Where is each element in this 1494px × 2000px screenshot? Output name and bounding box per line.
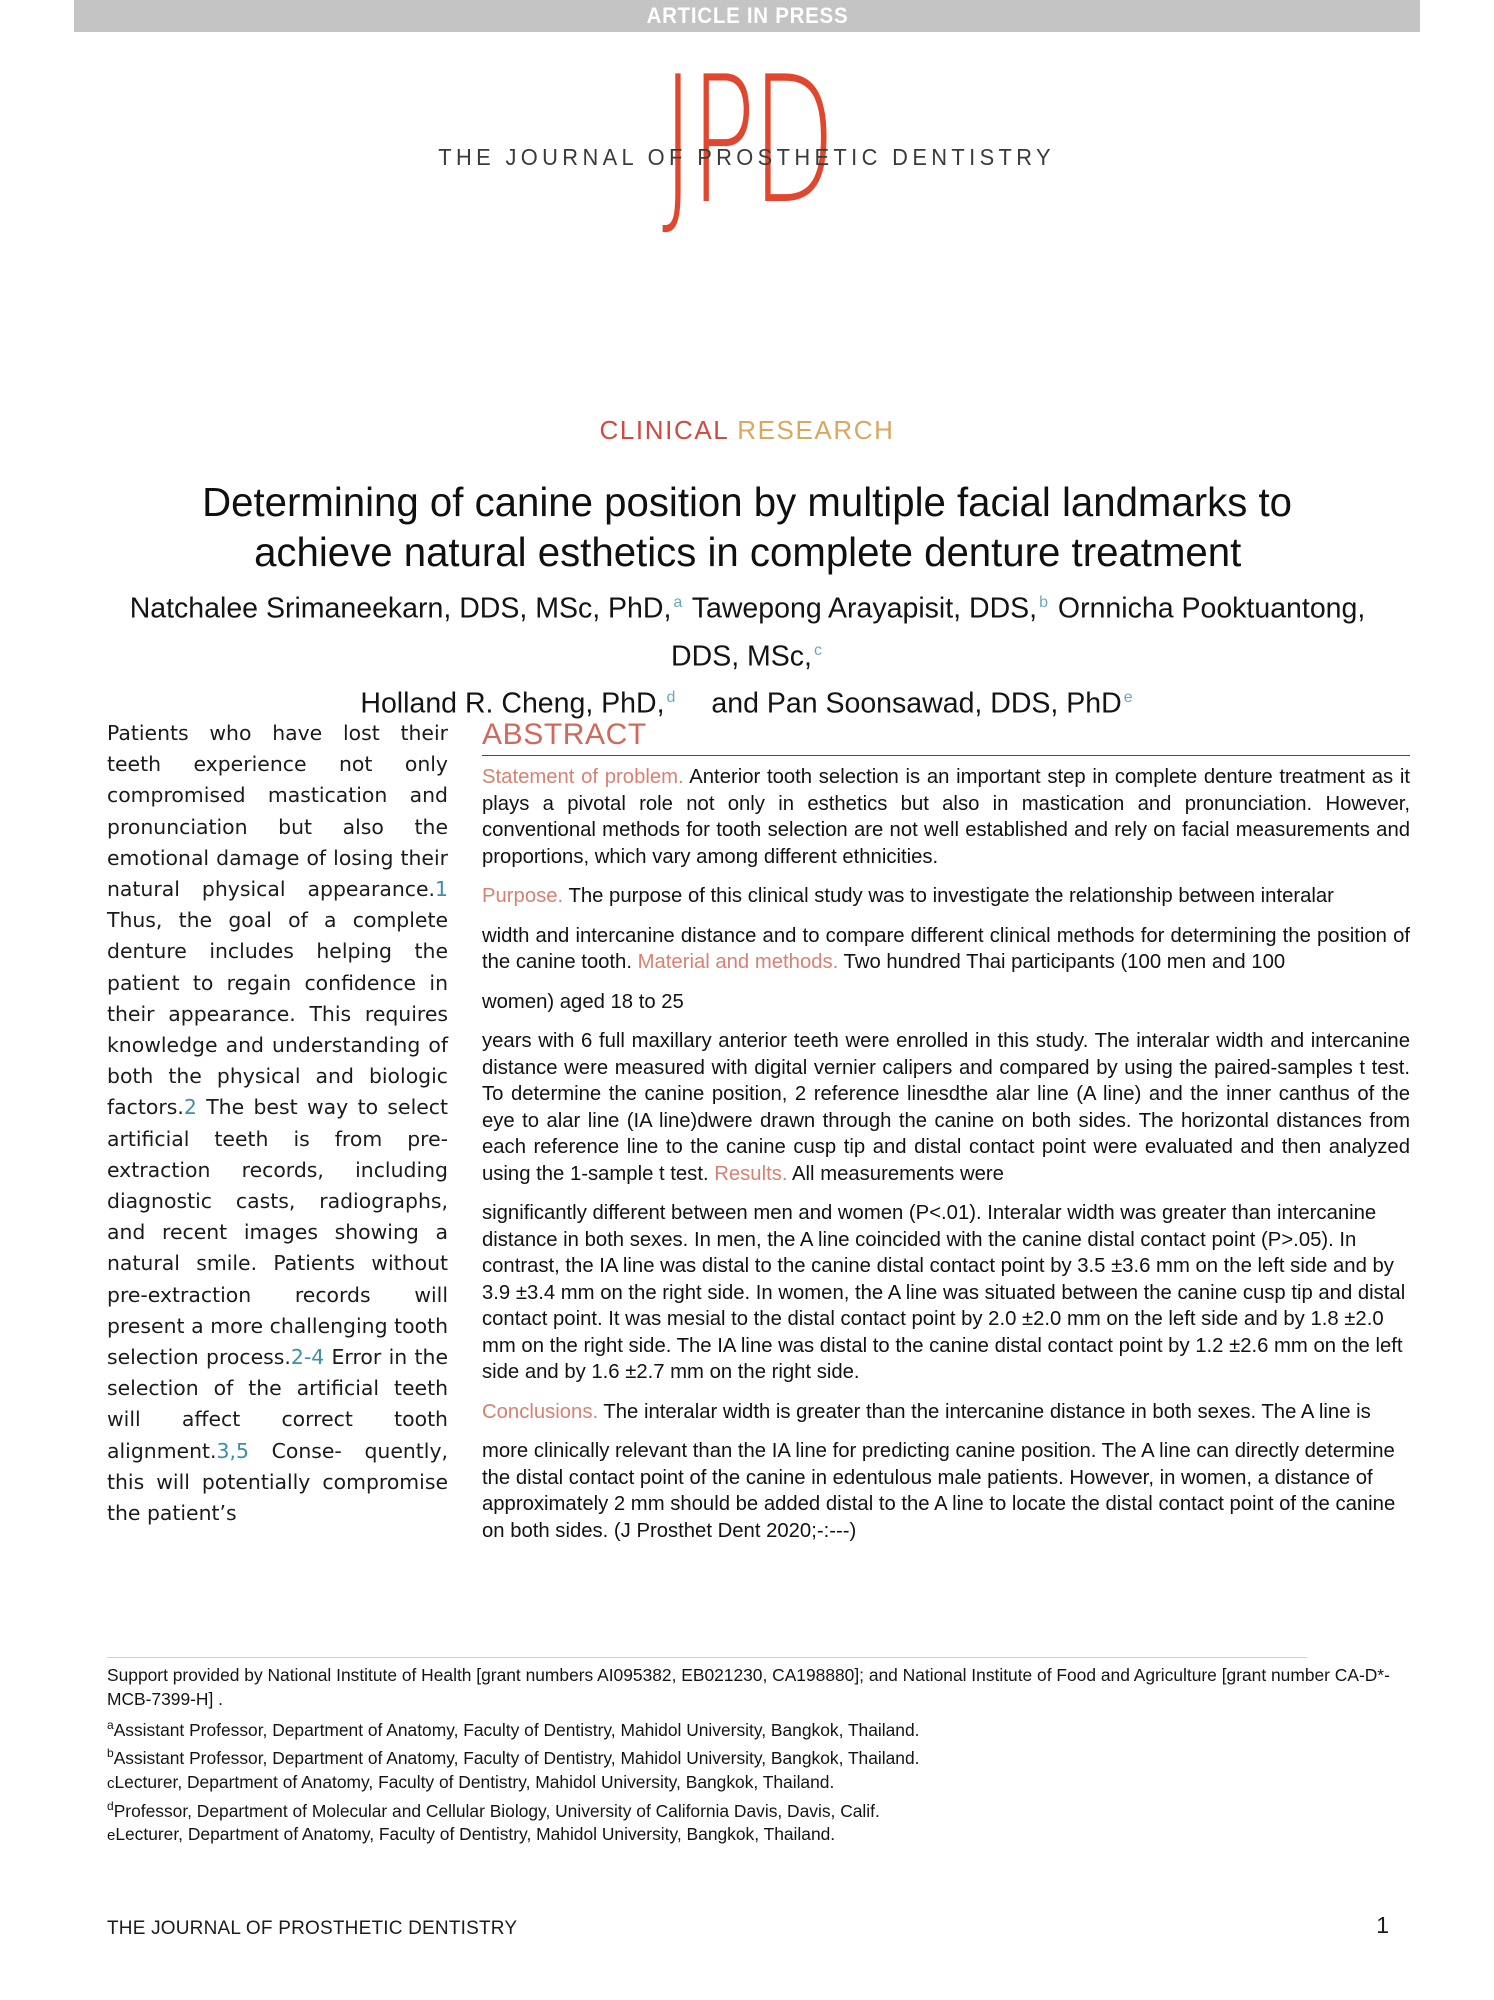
- abstract-heading: ABSTRACT: [482, 718, 647, 751]
- author-line-2-part-2: and Pan Soonsawad, DDS, PhD: [711, 687, 1122, 720]
- footnotes-block: [107, 1664, 1412, 1848]
- page-number: 1: [1376, 1912, 1389, 1938]
- footnote-text-a: Assistant Professor, Department of Anatomy, Faculty of Dentistry, Mahidol University, Bangkok, Thailand.: [113, 1719, 920, 1740]
- jpd-logo-glyphs: JPD: [662, 40, 832, 243]
- footnote-item-c: [107, 1771, 1412, 1796]
- abstract-column: [482, 718, 1410, 1557]
- abstract-divider: [482, 755, 1410, 756]
- citation-ref-1[interactable]: 1: [435, 877, 448, 902]
- intro-text-a: Patients who have lost their teeth experience not only compromised mastication and pronunciation but also the emotional damage of losing their natural physical appearance.: [107, 721, 448, 902]
- footnote-text-e: Lecturer, Department of Anatomy, Faculty of Dentistry, Mahidol University, Bangkok, Thailand.: [115, 1824, 836, 1845]
- citation-ref-2[interactable]: 2: [183, 1095, 197, 1120]
- author-affiliation-marker-c: c: [813, 641, 822, 659]
- abstract-label-purpose: Purpose.: [482, 885, 564, 907]
- abstract-methods-intro: [482, 923, 1410, 976]
- citation-ref-3-5[interactable]: 3,5: [216, 1438, 249, 1463]
- abstract-label-statement-of-problem: Statement of problem.: [482, 766, 684, 788]
- footnote-text-c: Lecturer, Department of Anatomy, Faculty of Dentistry, Mahidol University, Bangkok, Thailand.: [114, 1771, 835, 1792]
- abstract-conclusions-lead: [482, 1399, 1410, 1426]
- abstract-conclusions-body: more clinically relevant than the IA line for predicting canine position. The A line can directly determine the distal contact point of the canine in edentulous male patients. However, in women, a distance of approximately 2 mm should be added distal to the A line to locate the distal contact point of the canine on both sides. (J Prosthet Dent 2020;-:---): [482, 1440, 1396, 1542]
- page-footer-journal-name: THE JOURNAL OF PROSTHETIC DENTISTRY: [107, 1918, 518, 1939]
- abstract-methods-intro-text-a: width and intercanine distance and to compare different clinical methods for determining the position of the canine tooth.: [482, 924, 1410, 973]
- footnote-marker-d: d: [107, 1799, 114, 1814]
- author-affiliation-marker-e: e: [1123, 689, 1133, 706]
- footnote-marker-a: a: [107, 1718, 114, 1732]
- author-affiliation-marker-b: b: [1039, 594, 1048, 611]
- footnote-text-b: Assistant Professor, Department of Anatomy, Faculty of Dentistry, Mahidol University, Bangkok, Thailand.: [113, 1748, 920, 1769]
- abstract-label-results: Results.: [714, 1162, 788, 1185]
- abstract-methods-body: [482, 1028, 1410, 1187]
- journal-logo: [0, 40, 1494, 243]
- footnote-item-a: [107, 1714, 1412, 1742]
- abstract-methods-body-text: years with 6 full maxillary anterior teeth were enrolled in this study. The interalar width and intercanine distance were measured with digital vernier calipers and compared by using the paired-samples t test. To determine the canine position, 2 reference linesdthe alar line (A line) and the inner canthus of the eye to alar line (IA line)dwere drawn through the canine on both sides. The horizontal distances from each reference line to the canine cusp tip and distal contact point were evaluated and then analyzed using the 1-sample t test.: [482, 1030, 1410, 1185]
- footnote-text-d: Professor, Department of Molecular and Cellular Biology, University of California Davis, Davis, Calif.: [113, 1800, 880, 1821]
- citation-ref-2-4[interactable]: 2-4: [290, 1345, 325, 1370]
- abstract-statement-of-problem-text: Anterior tooth selection is an important step in complete denture treatment as it plays a pivotal role not only in esthetics but also in mastication and pronunciation. However, conventional methods for tooth selection are not well established and rely on facial measurements and proportions, which vary among different ethnicities.: [482, 766, 1410, 868]
- intro-text-c: The best way to select artificial teeth is from pre-extraction records, including diagnostic casts, radiographs, and recent images showing a natural smile. Patients without pre-extraction records will present a more challenging tooth selection process.: [107, 1095, 448, 1370]
- footnote-item-d: [107, 1795, 1412, 1823]
- footnotes-divider: [107, 1657, 1307, 1658]
- author-line-1-part-1: Natchalee Srimaneekarn, DDS, MSc, PhD,: [129, 592, 672, 625]
- footnote-marker-b: b: [107, 1746, 114, 1761]
- jpd-logo-letters: [0, 40, 1494, 243]
- intro-text-b: Thus, the goal of a complete denture includes helping the patient to regain confidence in their appearance. This requires knowledge and understanding of both the physical and biologic factors.: [107, 908, 448, 1120]
- abstract-purpose-text: The purpose of this clinical study was to investigate the relationship between interalar: [563, 885, 1334, 907]
- abstract-results-body: significantly different between men and women (P<.01). Interalar width was greater than intercanine distance in both sexes. In men, the A line coincided with the canine distal contact point (P>.05). In contrast, the IA line was distal to the canine distal contact point by 3.5 ±3.6 mm on the left side and by 3.9 ±3.4 mm on the right side. In women, the A line was situated between the canine cusp tip and distal contact point. It was mesial to the distal contact point by 2.0 ±2.0 mm on the left side and by 1.8 ±2.0 mm on the right side. The IA line was distal to the canine distal contact point by 1.2 ±2.6 mm on the left side and by 1.6 ±2.7 mm on the right side.: [482, 1202, 1406, 1383]
- abstract-results-lead: All measurements were: [787, 1162, 1004, 1185]
- author-affiliation-marker-d: d: [666, 689, 676, 706]
- abstract-label-material-and-methods: Material and methods.: [637, 951, 839, 973]
- journal-wordmark-text: THE JOURNAL OF PROSTHETIC DENTISTRY: [438, 144, 1056, 170]
- page-title-line-1: Determining of canine position by multiple facial landmarks to: [202, 479, 1293, 526]
- author-affiliation-marker-a: a: [673, 594, 683, 611]
- author-line-1-part-2: Tawepong Arayapisit, DDS,: [691, 592, 1038, 625]
- section-kicker: [0, 415, 1494, 446]
- abstract-statement-of-problem: [482, 764, 1410, 870]
- footnote-marker-e: e: [107, 1827, 116, 1845]
- footnote-marker-c: c: [107, 1774, 115, 1792]
- page-title: [140, 477, 1355, 577]
- intro-text-e: Conse- quently, this will potentially compromise the patient’s: [107, 1438, 448, 1526]
- abstract-methods-intro-text-b: Two hundred Thai participants (100 men and 100: [838, 951, 1286, 973]
- intro-text-d: Error in the selection of the artificial teeth will affect correct tooth alignment.: [107, 1345, 449, 1463]
- introduction-column: [107, 718, 448, 1529]
- author-list: [100, 582, 1395, 725]
- footnote-item-b: [107, 1742, 1412, 1770]
- article-in-press-banner: [74, 0, 1420, 32]
- abstract-participants-line: women) aged 18 to 25: [482, 990, 684, 1013]
- kicker-clinical: CLINICAL: [599, 415, 729, 445]
- page-title-line-2: achieve natural esthetics in complete denture treatment: [253, 529, 1242, 576]
- journal-wordmark: [0, 144, 1494, 171]
- abstract-purpose: [482, 883, 1410, 910]
- abstract-conclusions-lead-text: The interalar width is greater than the intercanine distance in both sexes. The A line is: [598, 1400, 1371, 1423]
- footnote-support: Support provided by National Institute of Health [grant numbers AI095382, EB021230, CA198880]; and National Institute of Food and Agriculture [grant number CA-D*-MCB-7399-H] .: [107, 1665, 1390, 1709]
- abstract-label-conclusions: Conclusions.: [482, 1400, 599, 1423]
- article-in-press-label: ARTICLE IN PRESS: [646, 3, 848, 28]
- kicker-research: RESEARCH: [737, 415, 895, 445]
- author-line-2-part-1: Holland R. Cheng, PhD,: [360, 687, 665, 720]
- author-line-1-part-3: Ornnicha Pooktuantong, DDS, MSc,: [671, 592, 1366, 672]
- footnote-item-e: [107, 1823, 1412, 1848]
